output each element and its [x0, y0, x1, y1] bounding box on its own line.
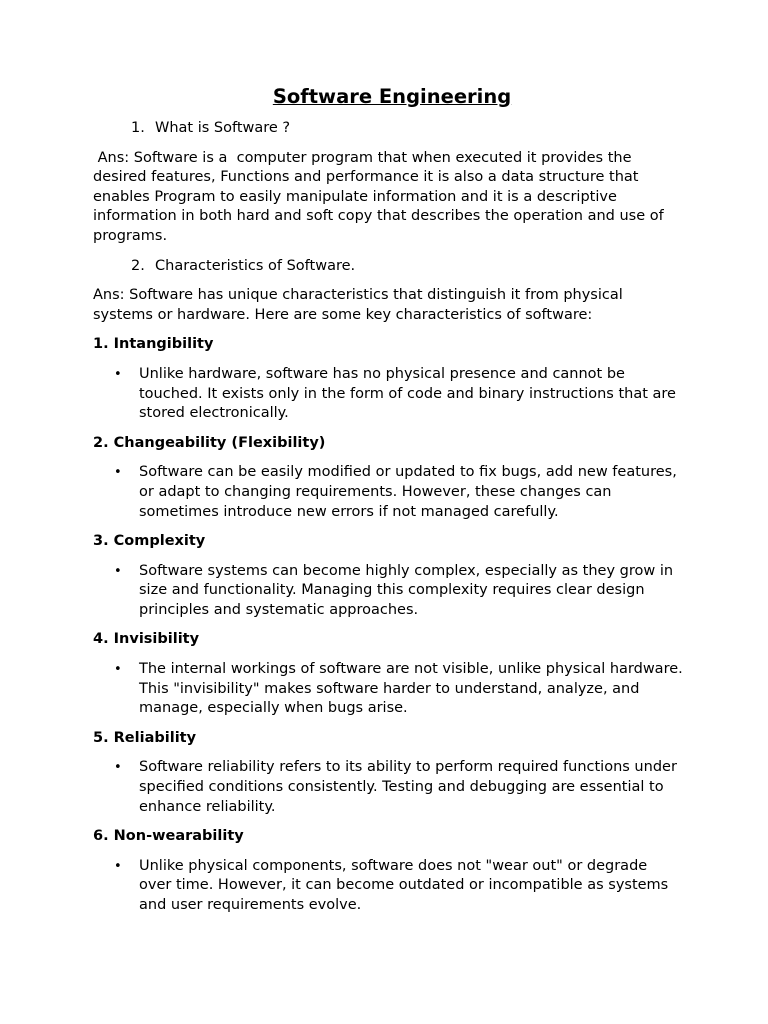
characteristic-text-6: Unlike physical components, software does not "wear out" or degrade over time. However, it can become outdated or incompatible as systems and user requirements evolve. [139, 857, 669, 913]
characteristic-heading-2: 2. Changeability (Flexibility) [93, 434, 326, 451]
bullet-icon: • [114, 366, 122, 382]
question-1 [93, 119, 683, 139]
question-1-number: 1. [131, 120, 145, 136]
question-1-text: What is Software ? [155, 120, 291, 136]
document-page [93, 84, 683, 926]
characteristic-bullet-2 [93, 463, 683, 522]
characteristic-heading-1: 1. Intangibility [93, 336, 214, 353]
answer-2: Ans: Software has unique characteristics that distinguish it from physical systems or hardware. Here are some key characteristics of software: [93, 287, 628, 323]
bullet-icon: • [114, 563, 122, 579]
bullet-icon: • [114, 858, 122, 874]
characteristic-bullet-5 [93, 758, 683, 817]
bullet-icon: • [114, 760, 122, 776]
characteristic-text-3: Software systems can become highly complex, especially as they grow in size and functionality. Managing this complexity requires clear design principles and systematic approaches. [139, 562, 674, 618]
characteristic-text-5: Software reliability refers to its ability to perform required functions under specified conditions consistently. Testing and debugging are essential to enhance reliability. [139, 759, 677, 815]
characteristic-heading-3: 3. Complexity [93, 533, 206, 550]
characteristic-text-2: Software can be easily modified or updated to fix bugs, add new features, or adapt to changing requirements. However, these changes can sometimes introduce new errors if not managed carefully. [139, 464, 677, 520]
question-2-number: 2. [131, 257, 145, 274]
bullet-icon: • [114, 662, 122, 678]
characteristic-bullet-3 [93, 562, 683, 621]
bullet-icon: • [114, 465, 122, 481]
question-2 [93, 257, 683, 277]
characteristic-bullet-4 [93, 660, 683, 719]
question-2-text: Characteristics of Software. [155, 257, 356, 274]
characteristic-text-4: The internal workings of software are not visible, unlike physical hardware. This "invisibility" makes software harder to understand, analyze, and manage, especially when bugs arise. [139, 661, 683, 717]
characteristic-heading-5: 5. Reliability [93, 729, 197, 746]
answer-1: Ans: Software is a computer program that when executed it provides the desired features, Functions and performance it is also a data structure that enables Program to easily manipulate information and it is a descriptive information in both hard and soft copy that describes the operation and use of programs. [93, 149, 669, 244]
characteristic-bullet-1 [93, 365, 683, 424]
characteristic-heading-6: 6. Non-wearability [93, 828, 244, 845]
characteristic-text-1: Unlike hardware, software has no physical presence and cannot be touched. It exists only in the form of code and binary instructions that are stored electronically. [139, 365, 676, 422]
characteristic-bullet-6 [93, 857, 683, 916]
document-title: Software Engineering [272, 85, 512, 108]
characteristic-heading-4: 4. Invisibility [93, 631, 200, 648]
